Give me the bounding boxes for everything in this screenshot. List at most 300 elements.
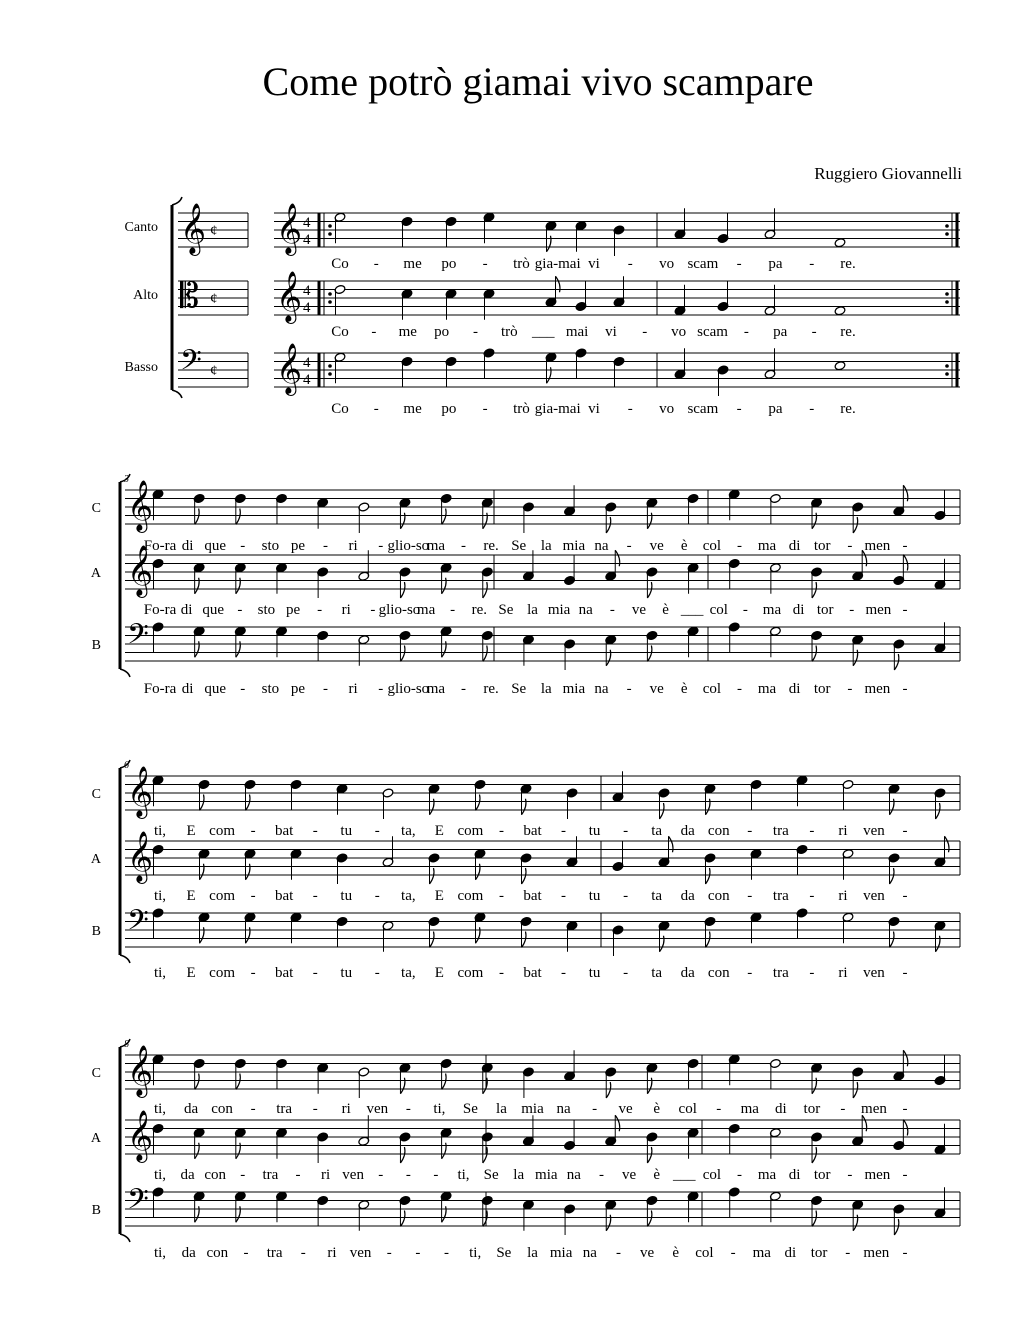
- lyric-syllable: ti,: [153, 888, 167, 904]
- note: [613, 225, 625, 256]
- lyric-syllable: vo: [659, 401, 675, 417]
- lyric-syllable: -: [323, 538, 329, 554]
- lyric-syllable: tu: [340, 888, 353, 904]
- lyric-syllable: bat: [275, 823, 294, 839]
- lyric-syllable: -: [609, 602, 615, 618]
- lyric-syllable: con: [204, 1167, 227, 1183]
- time-sig-num: 4: [303, 355, 311, 371]
- note: [152, 908, 164, 939]
- lyric-syllable: è: [653, 1101, 661, 1117]
- lyric-syllable: Se: [496, 1245, 512, 1261]
- note: [575, 281, 587, 312]
- lyric-syllable: Fo-ra: [143, 538, 177, 554]
- lyric-syllable: Se: [498, 602, 514, 618]
- note: [646, 1195, 658, 1226]
- note: [522, 1067, 534, 1098]
- lyric-syllable: -: [902, 823, 908, 839]
- staff: [125, 627, 960, 661]
- lyric-syllable: tor: [816, 602, 834, 618]
- note: [769, 1058, 781, 1089]
- lyric-syllable: Co: [331, 324, 349, 340]
- treble-clef-icon: 𝄞: [127, 545, 154, 596]
- lyric-syllable: -: [736, 256, 742, 272]
- lyric-syllable: -: [743, 324, 749, 340]
- lyric-syllable: -: [736, 1167, 742, 1183]
- treble-clef-icon: 𝄞: [127, 1045, 154, 1096]
- note: [687, 493, 699, 524]
- lyric-syllable: -: [295, 1167, 301, 1183]
- note: [612, 925, 624, 956]
- lyric-syllable: mia: [521, 1101, 544, 1117]
- note: [440, 1058, 452, 1089]
- lyric-syllable: Fo-ra: [143, 681, 177, 697]
- lyric-syllable: gia-mai: [534, 256, 581, 272]
- lyric-syllable: -: [250, 965, 256, 981]
- voice-name: Basso: [124, 360, 158, 375]
- note: [399, 567, 411, 598]
- lyric-syllable: Fo-ra: [143, 602, 177, 618]
- repeat-dot: [328, 372, 332, 376]
- lyric-syllable: sto: [257, 602, 276, 618]
- lyric-syllable: Se: [511, 538, 527, 554]
- lyric-syllable: Se: [462, 1101, 478, 1117]
- note: [934, 788, 946, 819]
- note: [520, 853, 532, 884]
- bass-clef-icon: 𝄢: [127, 618, 149, 658]
- lyric-syllable: di: [180, 602, 193, 618]
- lyric-syllable: com: [457, 888, 484, 904]
- lyric-syllable: mia: [562, 681, 586, 697]
- lyric-syllable: E: [186, 965, 196, 981]
- lyric-syllable: -: [809, 965, 815, 981]
- lyric-syllable: -: [371, 324, 377, 340]
- note: [646, 1132, 658, 1163]
- note: [336, 916, 348, 947]
- lyric-syllable: scam: [687, 401, 719, 417]
- note: [750, 779, 762, 810]
- lyric-syllable: -: [498, 888, 504, 904]
- note: [198, 779, 210, 810]
- lyric-syllable: ti,: [469, 1245, 482, 1261]
- lyric-syllable: -: [627, 256, 633, 272]
- staff: [125, 1120, 960, 1154]
- lyric-syllable: -: [240, 538, 246, 554]
- treble-clef-icon: 𝄞: [276, 343, 303, 394]
- lyric-syllable: -: [405, 1101, 411, 1117]
- voice-short-name: A: [90, 566, 101, 581]
- lyric-syllable: -: [716, 1101, 722, 1117]
- voice-short-name: C: [91, 1066, 101, 1081]
- lyric-syllable: tra: [772, 965, 789, 981]
- lyric-syllable: sto: [261, 681, 280, 697]
- note: [717, 281, 729, 312]
- lyric-syllable: ve: [640, 1245, 655, 1261]
- lyric-syllable: -: [378, 1167, 384, 1183]
- lyric-syllable: -: [374, 823, 380, 839]
- lyric-syllable: trò: [500, 324, 518, 340]
- note: [934, 490, 946, 521]
- note: [358, 1067, 370, 1098]
- lyric-syllable: -: [730, 1245, 736, 1261]
- lyric-syllable: ti,: [457, 1167, 470, 1183]
- lyric-syllable: -: [374, 888, 380, 904]
- note: [717, 213, 729, 244]
- lyric-syllable: -: [374, 965, 380, 981]
- lyric-syllable: na: [582, 1245, 597, 1261]
- voice-name: Alto: [133, 288, 158, 303]
- note: [888, 853, 900, 884]
- lyric-syllable: vi: [605, 324, 617, 340]
- lyric-syllable: -: [415, 1245, 421, 1261]
- lyric-syllable: ta,: [401, 888, 416, 904]
- lyric-syllable: ma: [757, 681, 777, 697]
- composer-name: Ruggiero Giovannelli: [814, 164, 962, 183]
- time-sig-num: 4: [303, 215, 311, 231]
- lyric-syllable: que: [202, 602, 225, 618]
- lyric-syllable: è: [680, 681, 688, 697]
- note: [605, 1067, 617, 1098]
- lyric-syllable: mia: [562, 538, 586, 554]
- lyric-syllable: ta: [651, 823, 663, 839]
- note: [728, 1187, 740, 1218]
- note: [564, 639, 576, 670]
- lyric-syllable: po: [441, 401, 457, 417]
- voice-short-name: C: [91, 787, 101, 802]
- lyric-syllable: ma: [757, 538, 777, 554]
- lyric-syllable: -: [847, 538, 853, 554]
- lyric-syllable: com: [457, 823, 484, 839]
- lyric-syllable: na: [594, 681, 609, 697]
- repeat-dot: [328, 224, 332, 228]
- lyric-syllable: la: [540, 681, 552, 697]
- lyric-syllable: -: [849, 602, 855, 618]
- lyric-syllable: ma: [752, 1245, 771, 1261]
- note: [811, 1132, 823, 1163]
- lyric-syllable: vo: [659, 256, 675, 272]
- staff: [125, 1192, 960, 1226]
- note: [152, 558, 164, 589]
- lyric-syllable: re.: [840, 324, 856, 340]
- lyric-syllable: da: [181, 1245, 196, 1261]
- note: [428, 916, 440, 947]
- lyric-syllable: re.: [471, 602, 487, 618]
- lyric-syllable: ti,: [433, 1101, 446, 1117]
- lyric-syllable: ve: [621, 1167, 637, 1183]
- lyric-syllable: vi: [588, 401, 600, 417]
- lyric-syllable: -: [902, 1101, 908, 1117]
- lyric-syllable: -: [482, 401, 488, 417]
- lyric-syllable: pe: [290, 538, 306, 554]
- note: [399, 630, 411, 661]
- note: [811, 567, 823, 598]
- note: [564, 1120, 576, 1151]
- mensuration-sign: ¢: [210, 223, 218, 239]
- note: [234, 493, 246, 524]
- lyric-syllable: -: [461, 681, 467, 697]
- lyric-syllable: re.: [483, 681, 499, 697]
- note: [445, 356, 457, 387]
- lyric-syllable: bat: [523, 823, 542, 839]
- lyric-syllable: ven: [863, 823, 885, 839]
- lyric-syllable: -: [598, 1167, 604, 1183]
- lyric-syllable: -: [378, 538, 384, 554]
- lyric-syllable: bat: [275, 965, 294, 981]
- lyric-syllable: glio-so: [387, 538, 430, 554]
- lyric-syllable: ta: [651, 965, 663, 981]
- alto-clef-icon: 𝄡: [180, 276, 199, 316]
- lyric-syllable: trò: [513, 256, 530, 272]
- lyric-syllable: que: [204, 538, 227, 554]
- lyric-syllable: è: [672, 1245, 680, 1261]
- note: [401, 216, 413, 247]
- lyric-syllable: ti,: [153, 965, 167, 981]
- lyric-syllable: tor: [813, 538, 831, 554]
- note: [399, 1195, 411, 1226]
- lyric-syllable: è: [680, 538, 688, 554]
- note: [564, 1204, 576, 1235]
- lyric-syllable: -: [742, 602, 748, 618]
- lyric-syllable: -: [250, 823, 256, 839]
- lyric-syllable: ven: [366, 1101, 389, 1117]
- note: [796, 908, 808, 939]
- lyric-syllable: ti,: [153, 1167, 167, 1183]
- lyric-syllable: ven: [349, 1245, 372, 1261]
- lyric-syllable: ve: [618, 1101, 633, 1117]
- lyric-syllable: ti,: [153, 1245, 167, 1261]
- note: [401, 356, 413, 387]
- treble-clef-icon: 𝄞: [127, 766, 154, 817]
- lyric-syllable: -: [243, 1245, 249, 1261]
- repeat-dot: [945, 364, 949, 368]
- time-sig-den: 4: [303, 232, 311, 248]
- lyric-syllable: col: [709, 602, 728, 618]
- staff: [125, 555, 960, 589]
- lyric-syllable: -: [845, 1245, 851, 1261]
- lyric-syllable: na: [578, 602, 593, 618]
- note: [564, 555, 576, 586]
- note: [728, 622, 740, 653]
- lyric-syllable: gia-mai: [534, 401, 581, 417]
- bass-clef-icon: 𝄢: [127, 904, 149, 944]
- repeat-dot: [945, 372, 949, 376]
- repeat-dot: [945, 224, 949, 228]
- lyric-syllable: è: [653, 1167, 661, 1183]
- lyric-syllable: ta,: [401, 965, 416, 981]
- lyric-syllable: -: [433, 1167, 439, 1183]
- lyric-syllable: -: [747, 965, 753, 981]
- lyric-syllable: -: [250, 1101, 256, 1117]
- lyric-syllable: -: [237, 602, 243, 618]
- lyric-syllable: pa: [773, 324, 788, 340]
- note: [893, 639, 905, 670]
- lyric-syllable: ri: [320, 1167, 331, 1183]
- repeat-dot: [328, 364, 332, 368]
- lyric-syllable: E: [434, 965, 444, 981]
- note: [481, 567, 493, 598]
- note: [811, 630, 823, 661]
- lyric-syllable: vi: [588, 256, 600, 272]
- lyric-syllable: la: [540, 538, 552, 554]
- lyric-syllable: da: [680, 965, 695, 981]
- lyric-syllable: col: [702, 538, 722, 554]
- lyric-syllable: col: [702, 681, 722, 697]
- lyric-syllable: ri: [348, 681, 358, 697]
- voice-short-name: A: [90, 852, 101, 867]
- note: [399, 1132, 411, 1163]
- lyric-syllable: -: [736, 538, 742, 554]
- lyric-syllable: col: [678, 1101, 697, 1117]
- lyric-syllable: E: [186, 823, 196, 839]
- lyric-syllable: -: [847, 1167, 853, 1183]
- lyric-syllable: na: [594, 538, 609, 554]
- lyric-syllable: E: [434, 823, 444, 839]
- measure-number: 3: [124, 474, 129, 485]
- lyric-syllable: com: [209, 823, 235, 839]
- lyric-syllable: di: [792, 602, 805, 618]
- voice-short-name: B: [91, 1203, 101, 1218]
- lyric-syllable: tra: [772, 888, 789, 904]
- lyric-syllable: da: [680, 888, 695, 904]
- lyric-syllable: -: [472, 324, 478, 340]
- lyric-syllable: glio-so: [387, 681, 430, 697]
- lyric-syllable: ma: [740, 1101, 759, 1117]
- note: [481, 1132, 493, 1163]
- note: [934, 1055, 946, 1086]
- lyric-syllable: ri: [838, 823, 848, 839]
- lyric-syllable: re.: [840, 401, 856, 417]
- note: [276, 493, 288, 524]
- lyric-syllable: col: [695, 1245, 714, 1261]
- note: [852, 502, 864, 533]
- lyric-syllable: scam: [697, 324, 728, 340]
- lyric-syllable: ri: [341, 1101, 351, 1117]
- lyric-syllable: me: [403, 401, 422, 417]
- lyric-syllable: -: [482, 256, 488, 272]
- lyric-syllable: tra: [266, 1245, 283, 1261]
- lyric-syllable: -: [240, 1167, 246, 1183]
- lyric-syllable: bat: [275, 888, 294, 904]
- note: [193, 493, 205, 524]
- lyric-syllable: -: [250, 888, 256, 904]
- lyric-syllable: la: [496, 1101, 507, 1117]
- lyric-syllable: -: [240, 681, 246, 697]
- lyric-syllable: con: [707, 965, 730, 981]
- note: [152, 844, 164, 875]
- repeat-dot: [945, 292, 949, 296]
- voice-short-name: B: [91, 924, 101, 939]
- note: [428, 853, 440, 884]
- lyric-syllable: -: [312, 965, 318, 981]
- note: [704, 853, 716, 884]
- lyric-syllable: -: [626, 538, 632, 554]
- note: [382, 788, 394, 819]
- measure-number: 6: [124, 760, 129, 771]
- lyric-syllable: -: [902, 965, 908, 981]
- note: [728, 558, 740, 589]
- note: [796, 844, 808, 875]
- lyric-syllable: -: [300, 1245, 306, 1261]
- lyric-syllable: -: [405, 1167, 411, 1183]
- repeat-dot: [328, 292, 332, 296]
- note: [717, 365, 729, 396]
- lyric-syllable: ri: [341, 602, 351, 618]
- lyric-syllable: col: [702, 1167, 722, 1183]
- treble-clef-icon: 𝄞: [127, 1110, 154, 1161]
- lyric-syllable: pa: [768, 256, 783, 272]
- lyric-syllable: -: [902, 538, 908, 554]
- note: [704, 916, 716, 947]
- lyric-syllable: con: [206, 1245, 229, 1261]
- time-sig-num: 4: [303, 283, 311, 299]
- lyric-syllable: re.: [840, 256, 856, 272]
- voice-short-name: C: [91, 501, 101, 516]
- lyric-syllable: ___: [531, 324, 555, 340]
- lyric-syllable: ma: [757, 1167, 777, 1183]
- lyric-syllable: na: [556, 1101, 571, 1117]
- lyric-syllable: ri: [838, 965, 848, 981]
- lyric-syllable: -: [615, 1245, 621, 1261]
- lyric-syllable: ve: [649, 538, 664, 554]
- treble-clef-icon: 𝄞: [276, 271, 303, 322]
- lyric-syllable: ve: [631, 602, 647, 618]
- lyric-syllable: -: [373, 401, 379, 417]
- lyric-syllable: -: [561, 965, 567, 981]
- lyric-syllable: -: [840, 1101, 846, 1117]
- lyric-syllable: na: [566, 1167, 581, 1183]
- note: [152, 1187, 164, 1218]
- lyric-syllable: ve: [649, 681, 664, 697]
- lyric-syllable: tu: [588, 965, 601, 981]
- lyric-syllable: tor: [803, 1101, 821, 1117]
- lyric-syllable: trò: [513, 401, 530, 417]
- note: [658, 788, 670, 819]
- lyric-syllable: tor: [813, 1167, 831, 1183]
- lyric-syllable: Co: [331, 256, 349, 272]
- voice-short-name: A: [90, 1131, 101, 1146]
- lyric-syllable: la: [527, 1245, 538, 1261]
- treble-clef-icon: 𝄞: [127, 831, 154, 882]
- lyric-syllable: me: [403, 256, 422, 272]
- note: [834, 361, 846, 371]
- lyric-syllable: -: [736, 401, 742, 417]
- lyric-syllable: men: [864, 1167, 891, 1183]
- lyric-syllable: tra: [772, 823, 789, 839]
- lyric-syllable: ta: [651, 888, 663, 904]
- lyric-syllable: da: [680, 823, 695, 839]
- lyric-syllable: sto: [261, 538, 280, 554]
- lyric-syllable: me: [398, 324, 417, 340]
- lyric-syllable: -: [386, 1245, 392, 1261]
- time-sig-den: 4: [303, 372, 311, 388]
- note: [244, 779, 256, 810]
- lyric-syllable: -: [902, 888, 908, 904]
- lyric-syllable: -: [312, 823, 318, 839]
- lyric-syllable: -: [317, 602, 323, 618]
- lyric-syllable: mai: [565, 324, 589, 340]
- lyric-syllable: tu: [340, 823, 353, 839]
- lyric-syllable: di: [788, 538, 801, 554]
- note: [646, 567, 658, 598]
- lyric-syllable: ven: [342, 1167, 364, 1183]
- lyric-syllable: da: [180, 1167, 195, 1183]
- lyric-syllable: ta,: [401, 823, 416, 839]
- lyric-syllable: -: [623, 888, 629, 904]
- lyric-syllable: ven: [863, 965, 885, 981]
- lyric-syllable: E: [186, 888, 196, 904]
- staff: [274, 281, 960, 315]
- lyric-syllable: ti,: [153, 1101, 167, 1117]
- voice-name: Canto: [124, 220, 158, 235]
